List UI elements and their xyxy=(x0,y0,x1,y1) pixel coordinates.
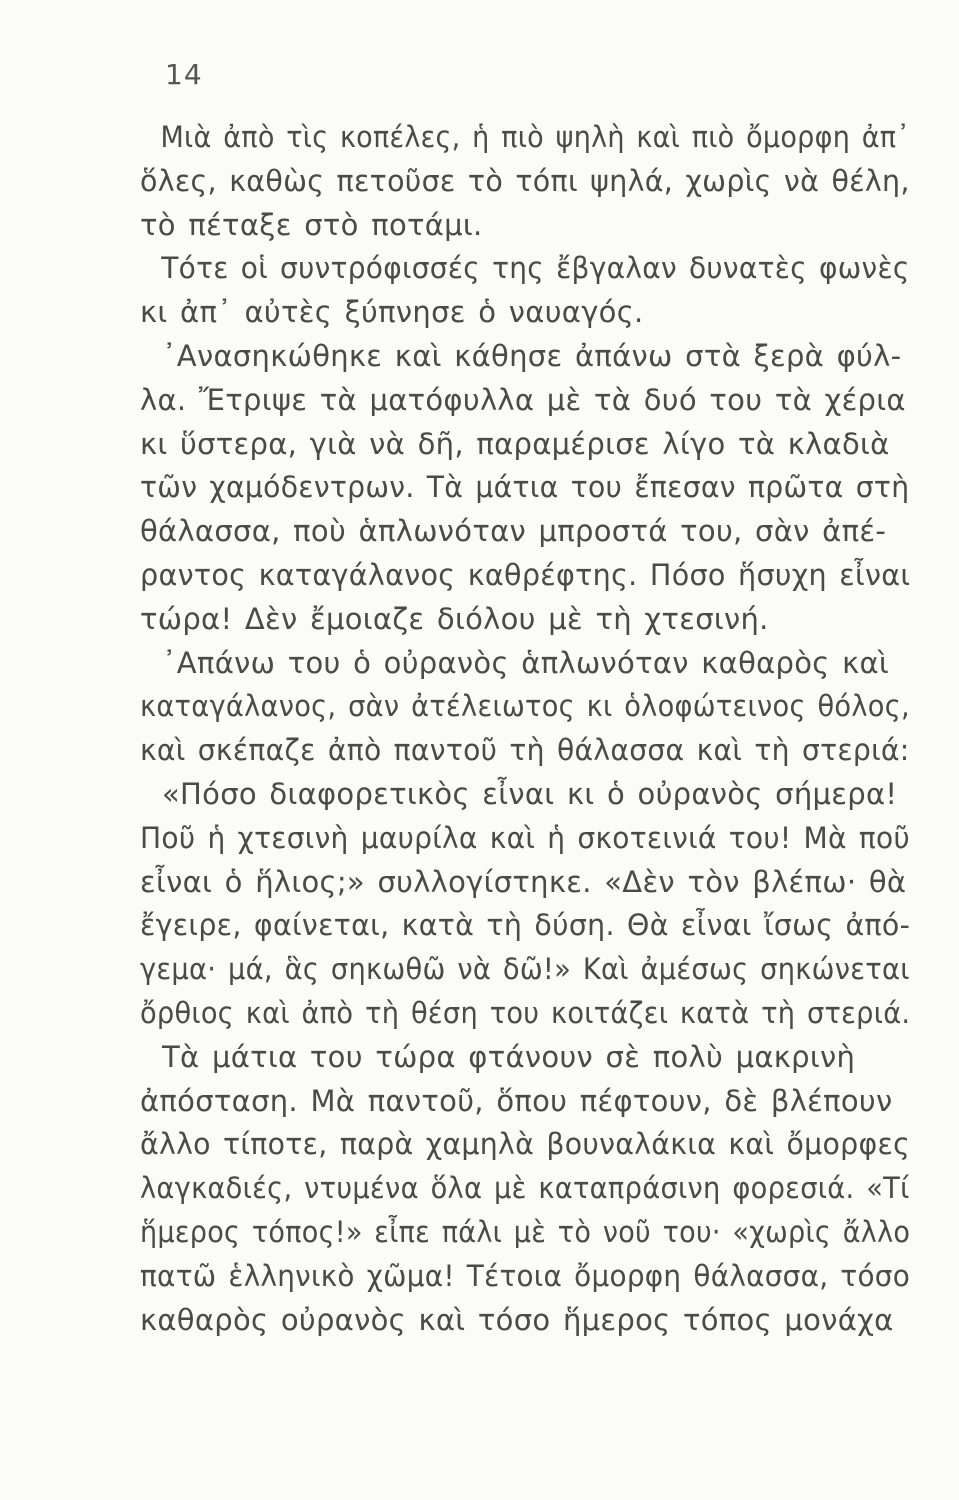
text-line: Μιὰ ἀπὸ τὶς κοπέλες, ἡ πιὸ ψηλὴ καὶ πιὸ ὄμορφη ἀπ᾽ xyxy=(160,120,911,154)
text-line: «Πόσο διαφορετικὸς εἶναι κι ὁ οὐρανὸς σήμερα! xyxy=(162,776,898,811)
text-line: καθαρὸς οὐρανὸς καὶ τόσο ἥμερος τόπος μονάχα xyxy=(140,1302,894,1337)
text-line: ἥμερος τόπος!» εἶπε πάλι μὲ τὸ νοῦ του· «χωρὶς ἄλλο xyxy=(140,1214,911,1249)
text-line: ραντος καταγάλανος καθρέφτης. Πόσο ἥσυχη εἶναι xyxy=(140,557,911,592)
text-line: ᾿Απάνω του ὁ οὐρανὸς ἁπλωνόταν καθαρὸς καὶ xyxy=(162,645,890,680)
text-line: καταγάλανος, σὰν ἀτέλειωτος κι ὁλοφώτεινος θόλος, xyxy=(140,689,910,724)
text-line: τὸ πέταξε στὸ ποτάμι. xyxy=(140,207,483,242)
text-line: κι ἀπ᾽ αὐτὲς ξύπνησε ὁ ναυαγός. xyxy=(140,295,644,330)
text-line: θάλασσα, ποὺ ἁπλωνόταν μπροστά του, σὰν ἀπέ- xyxy=(140,514,887,549)
text-line: Τὰ μάτια του τώρα φτάνουν σὲ πολὺ μακρινὴ xyxy=(162,1039,856,1074)
text-line: ὄρθιος καὶ ἀπὸ τὴ θέση του κοιτάζει κατὰ τὴ στεριά. xyxy=(140,995,911,1030)
text-line: Τότε οἱ συντρόφισσές της ἔβγαλαν δυνατὲς φωνὲς xyxy=(161,251,910,286)
text-line: καὶ σκέπαζε ἀπὸ παντοῦ τὴ θάλασσα καὶ τὴ στεριά: xyxy=(140,733,910,768)
text-line: γεμα· μά, ἃς σηκωθῶ νὰ δῶ!» Καὶ ἀμέσως σηκώνεται xyxy=(140,952,910,987)
text-line: εἶναι ὁ ἥλιος;» συλλογίστηκε. «Δὲν τὸν βλέπω· θὰ xyxy=(140,864,907,899)
body-text xyxy=(140,116,910,1342)
text-line: ὅλες, καθὼς πετοῦσε τὸ τόπι ψηλά, χωρὶς νὰ θέλη, xyxy=(140,163,910,198)
text-line: πατῶ ἑλληνικὸ χῶμα! Τέτοια ὄμορφη θάλασσα, τόσο xyxy=(140,1258,911,1293)
text-line: ἀπόσταση. Μὰ παντοῦ, ὅπου πέφτουν, δὲ βλέπουν xyxy=(140,1083,893,1118)
text-line: τώρα! Δὲν ἔμοιαζε διόλου μὲ τὴ χτεσινή. xyxy=(140,601,769,636)
text-line: Ποῦ ἡ χτεσινὴ μαυρίλα καὶ ἡ σκοτεινιά του! Μὰ ποῦ xyxy=(140,820,911,855)
text-line: ἄλλο τίποτε, παρὰ χαμηλὰ βουναλάκια καὶ ὄμορφες xyxy=(140,1127,911,1162)
page-number: 14 xyxy=(165,58,203,91)
text-line: ᾿Ανασηκώθηκε καὶ κάθησε ἀπάνω στὰ ξερὰ φύλ- xyxy=(162,338,902,373)
text-line: λα. Ἔτριψε τὰ ματόφυλλα μὲ τὰ δυό του τὰ χέρια xyxy=(140,382,906,417)
text-line: κι ὕστερα, γιὰ νὰ δῆ, παραμέρισε λίγο τὰ κλαδιὰ xyxy=(140,426,890,461)
text-line: λαγκαδιές, ντυμένα ὅλα μὲ καταπράσινη φορεσιά. «Τί xyxy=(140,1171,910,1206)
text-line: ἔγειρε, φαίνεται, κατὰ τὴ δύση. Θὰ εἶναι ἴσως ἀπό- xyxy=(140,908,911,943)
text-line: τῶν χαμόδεντρων. Τὰ μάτια του ἔπεσαν πρῶτα στὴ xyxy=(140,470,910,505)
